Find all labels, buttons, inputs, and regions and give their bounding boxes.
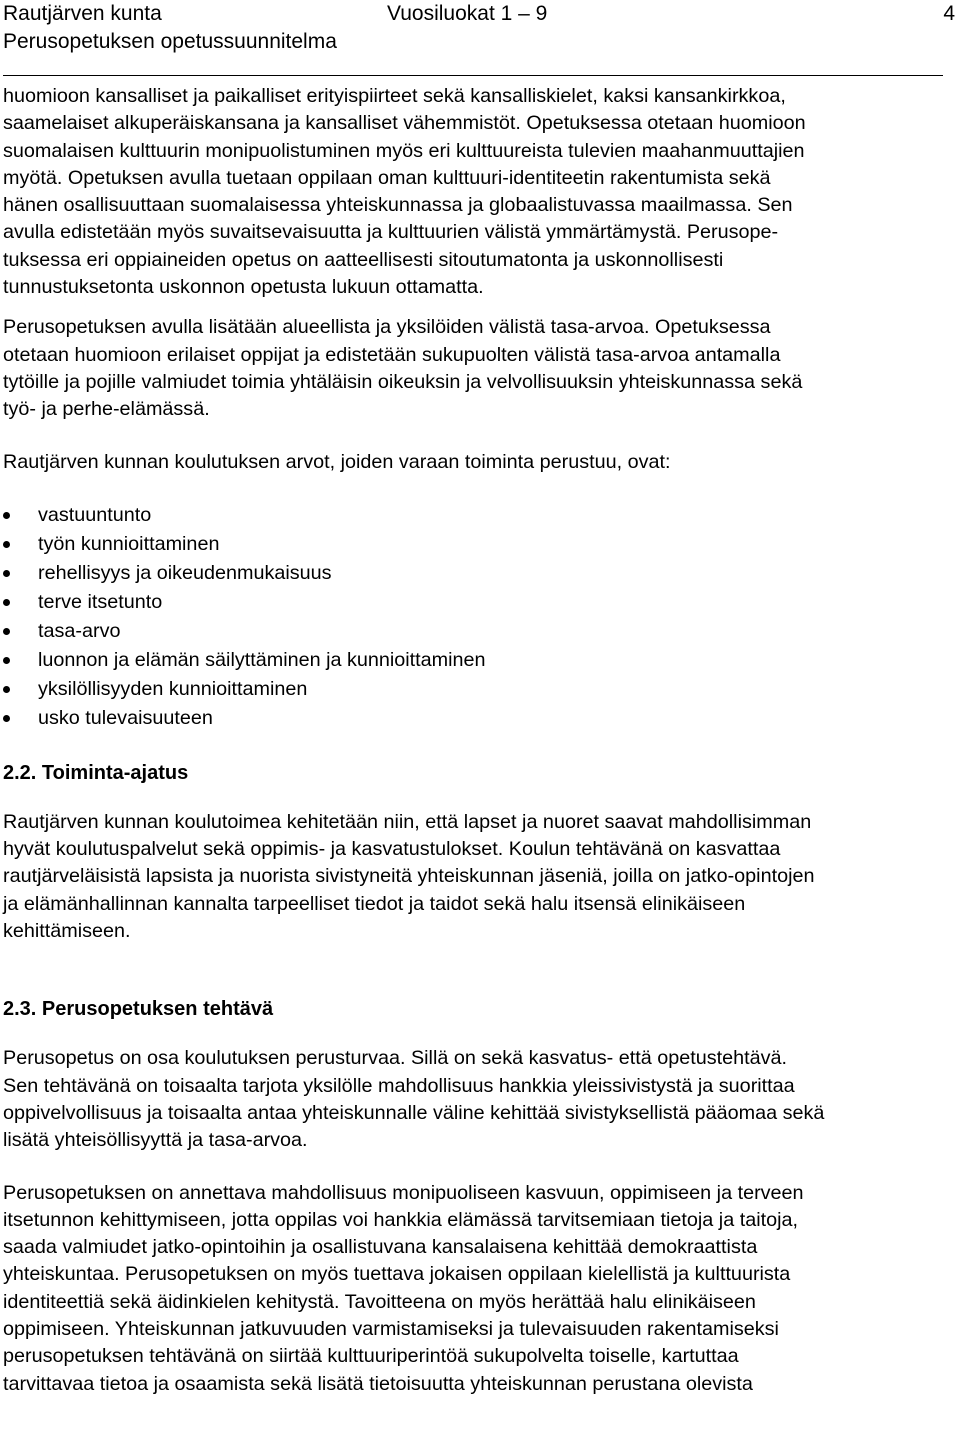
text-line: itsetunnon kehittymiseen, jotta oppilas voi hankkia elämässä tarvitsemiaan tietoja ja taitoja,	[3, 1208, 798, 1231]
text-line: saada valmiudet jatko-opintoihin ja osallistuvana kansalaisena kehittää demokraattista	[3, 1236, 758, 1259]
section-heading-2-2: 2.2. Toiminta-ajatus	[3, 761, 189, 784]
header-page-number: 4	[943, 2, 955, 25]
text-line: rautjärveläisistä lapsista ja nuorista sivistyneitä yhteiskunnan jäseniä, joilla on jatko-opintojen	[3, 865, 815, 888]
list-item	[3, 617, 953, 646]
page-header	[3, 0, 955, 78]
bullet-icon	[3, 686, 10, 693]
text-line: otetaan huomioon erilaiset oppijat ja edistetään sukupuolten välistä tasa-arvoa antamalla	[3, 343, 781, 366]
text-line: myötä. Opetuksen avulla tuetaan oppilaan oman kulttuuri-identiteetin rakentumista sekä	[3, 166, 771, 189]
list-item-text: terve itsetunto	[38, 590, 163, 613]
text-line: perusopetuksen tehtävänä on siirtää kulttuuriperintöä sukupolvelta toiselle, kartuttaa	[3, 1345, 739, 1368]
text-line: Rautjärven kunnan koulutoimea kehitetään niin, että lapset ja nuoret saavat mahdollisimman	[3, 810, 812, 833]
text-line: yhteiskuntaa. Perusopetuksen on myös tuettava jokaisen oppilaan kielellistä ja kulttuurista	[3, 1263, 791, 1286]
list-item	[3, 675, 953, 704]
list-item	[3, 501, 953, 530]
list-item	[3, 704, 953, 733]
section-heading-2-3: 2.3. Perusopetuksen tehtävä	[3, 998, 274, 1021]
text-line: työ- ja perhe-elämässä.	[3, 398, 210, 421]
bullet-icon	[3, 715, 10, 722]
text-line: hänen osallisuuttaan suomalaisessa yhteiskunnassa ja globaalistuvassa maailmassa. Sen	[3, 194, 793, 217]
values-intro: Rautjärven kunnan koulutuksen arvot, joiden varaan toiminta perustuu, ovat:	[3, 450, 671, 473]
text-line: lisätä yhteisöllisyyttä ja tasa-arvoa.	[3, 1129, 308, 1152]
list-item-text: yksilöllisyyden kunnioittaminen	[38, 677, 308, 700]
list-item	[3, 559, 953, 588]
text-line: kehittämiseen.	[3, 920, 131, 943]
header-divider	[3, 75, 943, 76]
bullet-icon	[3, 599, 10, 606]
intro-paragraph	[3, 83, 953, 301]
list-item-text: luonnon ja elämän säilyttäminen ja kunnioittaminen	[38, 648, 486, 671]
text-line: tytöille ja pojille valmiudet toimia yhtäläisin oikeuksin ja velvollisuuksin yhteiskunnassa sekä	[3, 370, 803, 393]
text-line: oppimiseen. Yhteiskunnan jatkuvuuden varmistamiseksi ja tulevaisuuden rakentamiseksi	[3, 1318, 779, 1341]
equality-paragraph	[3, 314, 953, 423]
list-item	[3, 530, 953, 559]
text-line: oppivelvollisuus ja toisaalta antaa yhteiskunnalle väline kehittää sivistyksellistä pääomaa sekä	[3, 1101, 825, 1124]
text-line: tunnustuksetonta uskonnon opetusta lukuun ottamatta.	[3, 276, 484, 299]
list-item-text: rehellisyys ja oikeudenmukaisuus	[38, 561, 332, 584]
text-line: huomioon kansalliset ja paikalliset erityispiirteet sekä kansalliskielet, kaksi kansankirkkoa,	[3, 85, 786, 107]
document-body	[3, 83, 953, 1398]
bullet-icon	[3, 570, 10, 577]
text-line: avulla edistetään myös suvaitsevaisuutta ja kulttuurien välistä ymmärtämystä. Perusope-	[3, 221, 779, 244]
header-municipality: Rautjärven kunta	[3, 2, 162, 25]
task-paragraph-2	[3, 1180, 953, 1398]
list-item	[3, 646, 953, 675]
list-item-text: usko tulevaisuuteen	[38, 706, 213, 729]
text-line: Sen tehtävänä on toisaalta tarjota yksilölle mahdollisuus hankkia yleissivistystä ja suorittaa	[3, 1074, 795, 1097]
text-line: ja elämänhallinnan kannalta tarpeelliset tiedot ja taidot sekä halu itsensä elinikäiseen	[3, 892, 746, 915]
text-line: hyvät koulutuspalvelut sekä oppimis- ja kasvatustulokset. Koulun tehtävänä on kasvattaa	[3, 838, 781, 861]
bullet-icon	[3, 657, 10, 664]
list-item	[3, 588, 953, 617]
text-line: saamelaiset alkuperäiskansana ja kansalliset vähemmistöt. Opetuksessa otetaan huomioon	[3, 112, 806, 135]
text-line: identiteettiä sekä äidinkielen kehitystä. Tavoitteena on myös herättää halu elinikäiseen	[3, 1290, 756, 1313]
values-list	[3, 501, 953, 733]
list-item-text: tasa-arvo	[38, 619, 121, 642]
header-left	[3, 0, 337, 56]
task-paragraph-1	[3, 1045, 953, 1154]
list-item-text: työn kunnioittaminen	[38, 532, 220, 555]
bullet-icon	[3, 628, 10, 635]
header-grades: Vuosiluokat 1 – 9	[387, 2, 548, 25]
text-line: suomalaisen kulttuurin monipuolistuminen myös eri kulttuureista tulevien maahanmuuttajien	[3, 139, 805, 162]
text-line: tarvittavaa tietoa ja osaamista sekä lisätä tietoisuutta yhteiskunnan perustana olevista	[3, 1372, 753, 1395]
bullet-icon	[3, 512, 10, 519]
header-doc-title: Perusopetuksen opetussuunnitelma	[3, 30, 337, 53]
mission-paragraph	[3, 809, 953, 945]
text-line: Perusopetuksen on annettava mahdollisuus monipuoliseen kasvuun, oppimiseen ja terveen	[3, 1181, 804, 1204]
text-line: Perusopetus on osa koulutuksen perusturvaa. Sillä on sekä kasvatus- että opetustehtävä.	[3, 1047, 788, 1070]
text-line: tuksessa eri oppiaineiden opetus on aatteellisesti sitoutumatonta ja uskonnollisesti	[3, 248, 724, 271]
bullet-icon	[3, 541, 10, 548]
list-item-text: vastuuntunto	[38, 503, 152, 526]
text-line: Perusopetuksen avulla lisätään alueellista ja yksilöiden välistä tasa-arvoa. Opetuksessa	[3, 316, 771, 339]
